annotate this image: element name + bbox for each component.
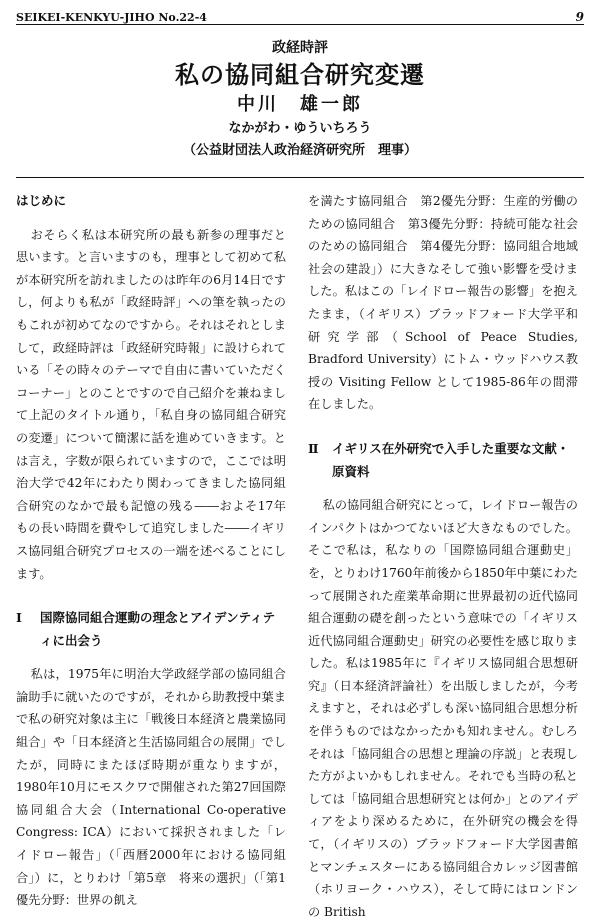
author-name: 中川 雄一郎 <box>237 94 363 115</box>
right-column <box>308 190 578 923</box>
section-2-heading <box>308 438 578 483</box>
intro-heading: はじめに <box>16 193 67 208</box>
section-1-heading <box>16 607 286 652</box>
author-kana: なかがわ・ゆういちろう <box>228 121 372 136</box>
article-title: 私の協同組合研究変遷 <box>175 60 425 89</box>
intro-paragraph: おそらく私は本研究所の最も新参の理事だと思います。と言いますのも，理事として初めて私が本研究所を訪れましたのは昨年の6月14日ですし，何よりも私が「政経時評」への筆を執ったのもこれが初めてなのですから。それはそれとしまして，政経時評は「政経研究時報」に設けられている「その時々のテーマで自由に書いていただくコーナー」とのことですので自己紹介を兼ねまして上記のタイトル通り，「私自身の協同組合研究の変遷」について簡潔に話を進めていきます。とは言え，字数が限られていますので，ここでは明治大学で42年にわたり関わってきました協同組合研究のなかで最も記憶の残る――およそ17年もの長い時間を費やして追究しました――イギリス協同組合研究プロセスの一端を述べることにします。 <box>16 227 286 581</box>
running-header <box>16 4 584 24</box>
section-2-number: Ⅱ <box>308 440 319 456</box>
continuation-paragraph: を満たす協同組合 第2優先分野：生産的労働のための協同組合 第3優先分野：持続可能な社会のための協同組合 第4優先分野：協同組合地域社会の建設」）に大きなそして強い影響を受けました。私はこの「レイドロー報告の影響」を抱えたまま，（イギリス）ブラッドフォード大学平和研究学部（School of Peace Studies, Bradford University）にトム・ウッドハウス教授の Visiting Fellow として1985-86年の間滞在しました。 <box>308 194 578 412</box>
section-1-paragraph: 私は，1975年に明治大学政経学部の協同組合論助手に就いたのですが，それから助教授中葉まで私の研究対象は主に「戦後日本経済と農業協同組合」や「日本経済と生活協同組合の展開」でしたが，同時にまたほぼ時期が重なりますが，1980年10月にモスクワで開催された第27回国際協同組合大会（International Co-operative Congress: ICA）において採択されました「レイドロー報告」（「西暦2000年における協同組合」）に，とりわけ「第5章 将来の選択」（「第1優先分野：世界の飢え <box>16 667 286 908</box>
journal-name: SEIKEI-KENKYU-JIHO No.22-4 <box>16 11 207 24</box>
title-rule <box>16 177 584 178</box>
section-1-number: Ⅰ <box>16 610 22 626</box>
section-2-paragraph: 私の協同組合研究にとって，レイドロー報告のインパクトはかつてないほど大きなものでした。そこで私は，私なりの「国際協同組合運動史」を，とりわけ1760年前後から1850年中葉にわたって展開された産業革命期に世界最初の近代協同組合運動の礎を創ったという意味での「イギリス近代協同組合運動史」研究の必要性を感じ取りました。私は1985年に『イギリス協同組合思想研究』（日本経済評論社）を出版しましたが，今考えますと，それは必ずしも深い協同組合思想分析を伴うものではなかったかも知れません。むしろそれは「協同組合の思想と理論の序説」と表現した方がよいかもしれません。それでも当時の私としては「協同組合思想研究とは何か」とのアイディアをより深めるために，在外研究の機会を得て，（イギリスの）ブラッドフォード大学図書館とマンチェスターにある協同組合カレッジ図書館（ホリヨーク・ハウス），そして時にはロンドンの British <box>308 498 578 919</box>
page-number: 9 <box>575 10 584 24</box>
header-rule <box>16 24 584 25</box>
section-1-title: 国際協同組合運動の理念とアイデンティティに出会う <box>40 610 276 648</box>
title-block <box>0 38 600 162</box>
author-affiliation: （公益財団法人政治経済研究所 理事） <box>182 143 417 158</box>
left-column <box>16 190 286 912</box>
section-2-title: イギリス在外研究で入手した重要な文献・原資料 <box>332 440 570 479</box>
series-label: 政経時評 <box>272 40 328 56</box>
